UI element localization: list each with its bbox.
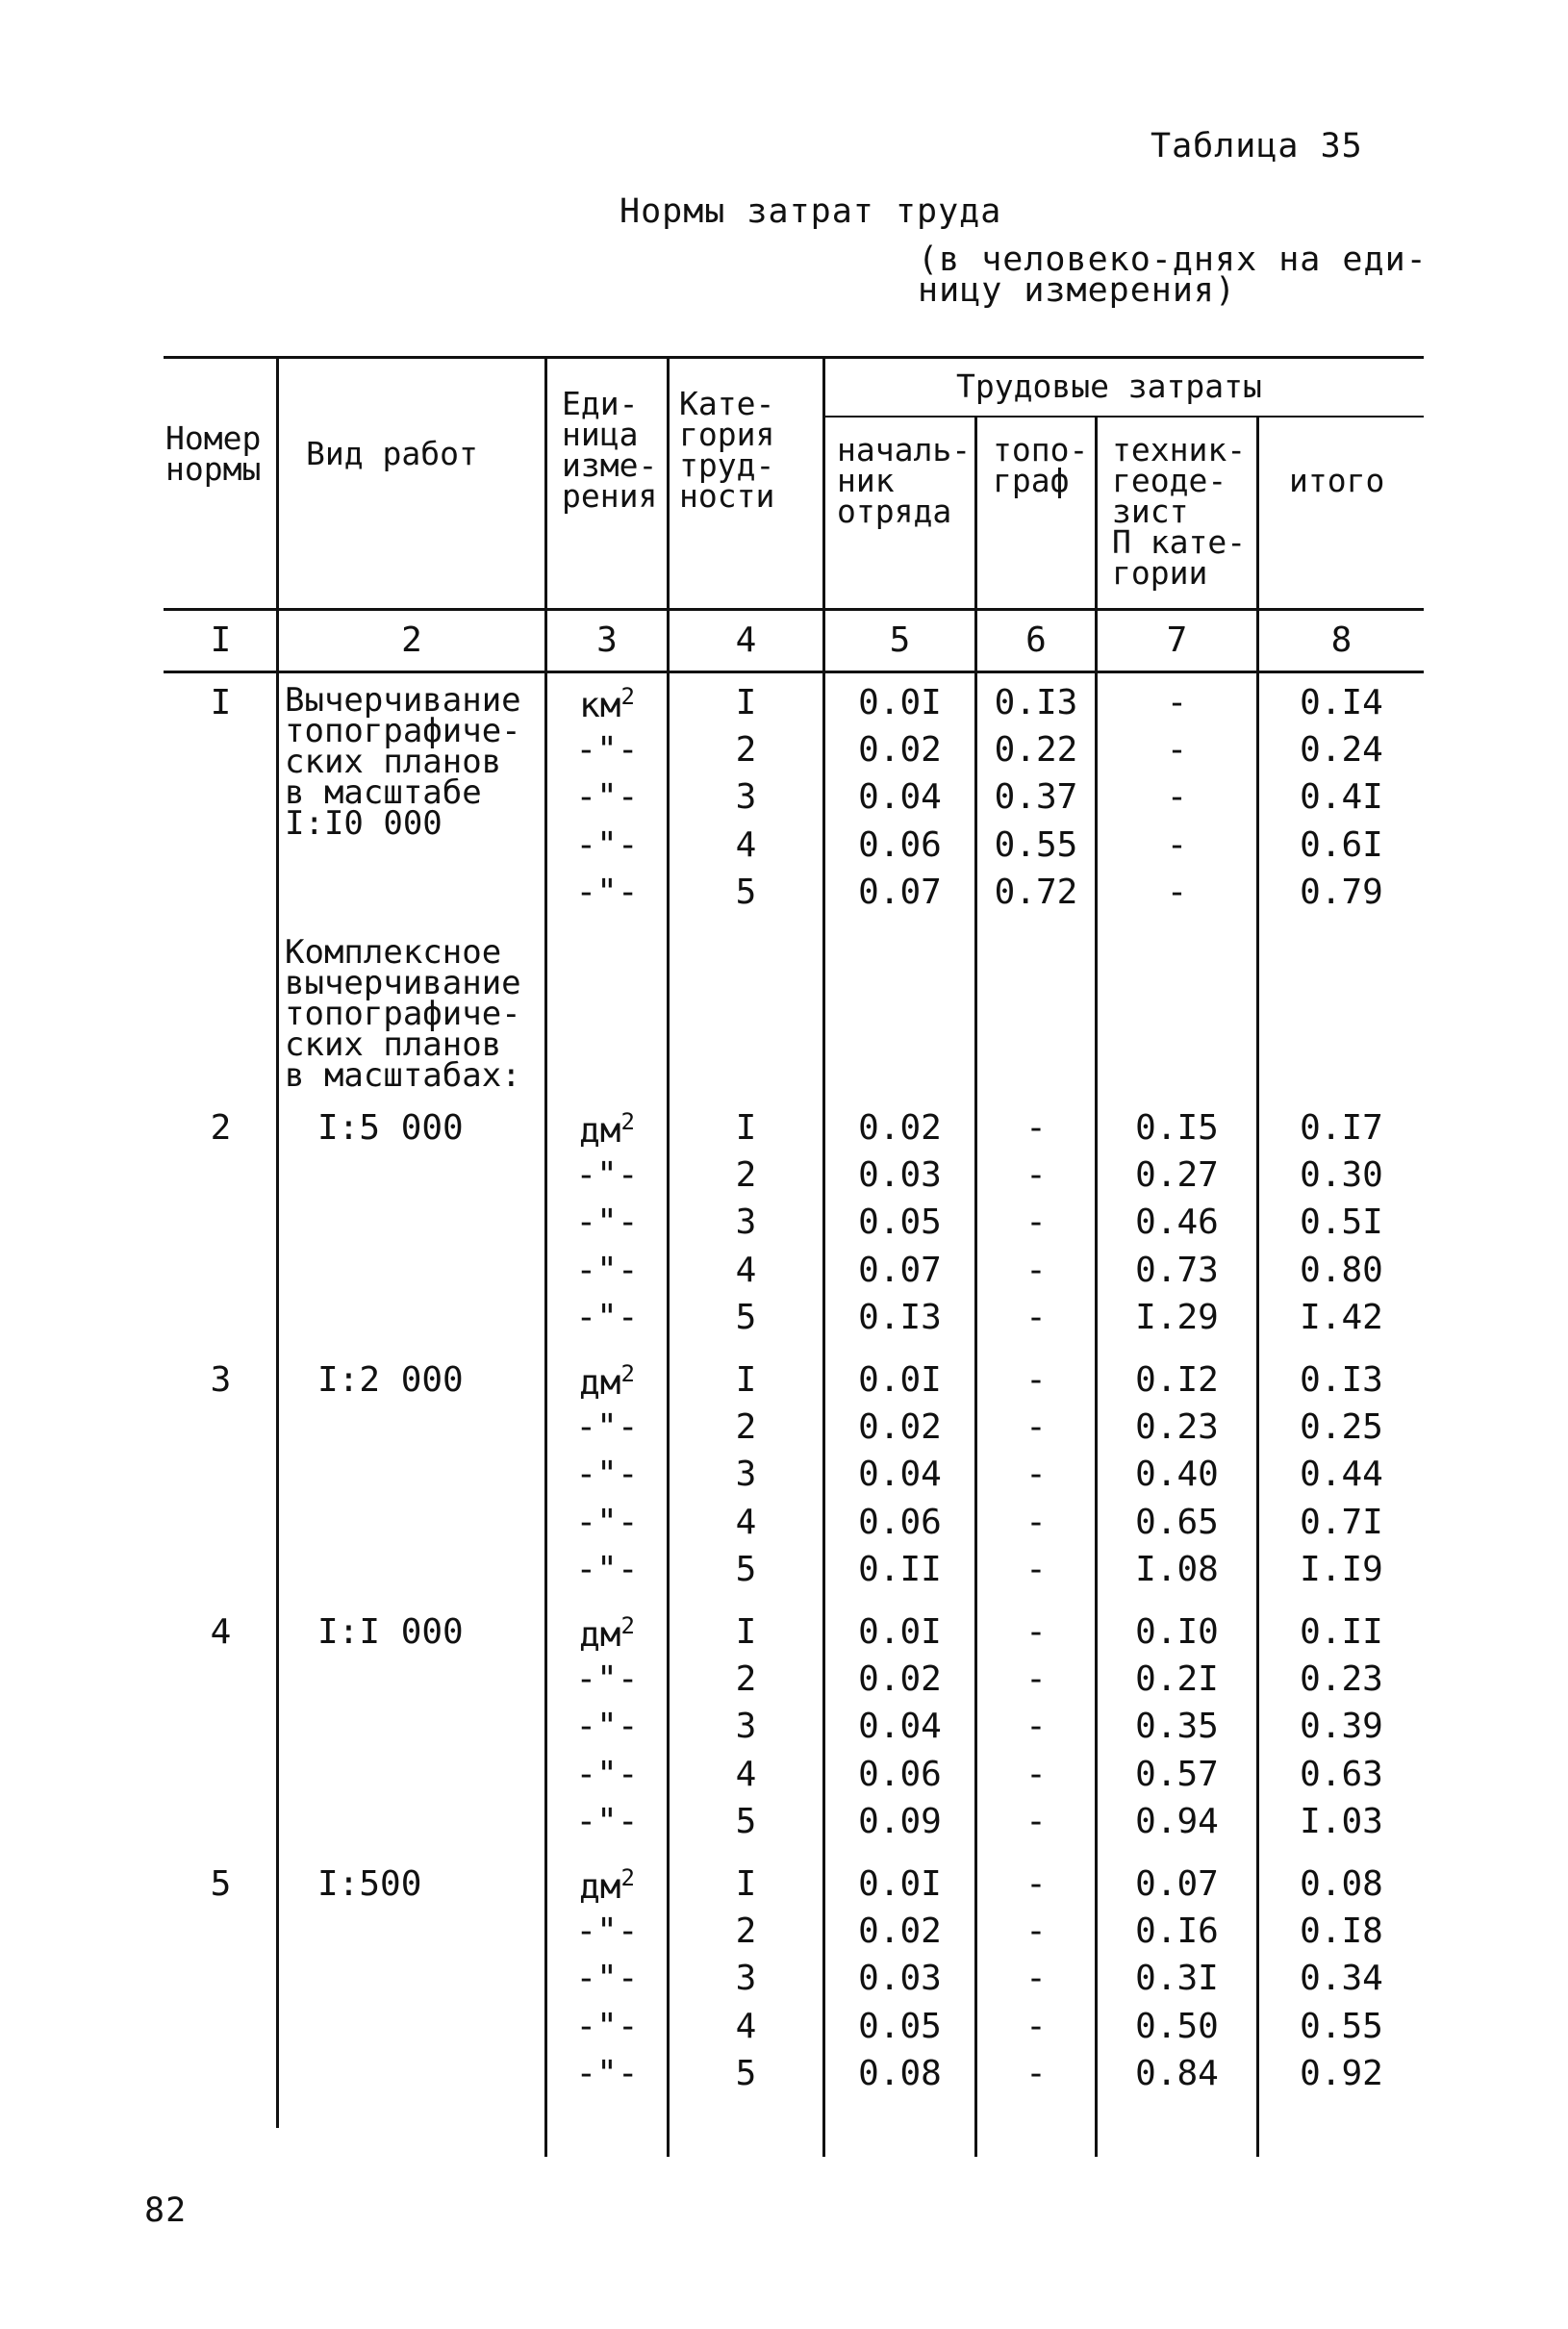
table-cell-c5: 0.0I [858, 683, 942, 722]
table-top-rule [164, 356, 1424, 359]
header-total: итого [1289, 462, 1385, 499]
table-cell-c5: 0.04 [858, 1455, 942, 1494]
table-cell-c7: 0.2I [1135, 1659, 1219, 1699]
table-cell-c5: 0.04 [858, 777, 942, 817]
work-type-drawing: Вычерчивание топографиче- ских планов в масштабе I:I0 000 [285, 681, 521, 843]
table-cell-c5: 0.07 [858, 1251, 942, 1290]
table-cell-c7: - [1166, 683, 1188, 722]
table-cell-c5: 0.I3 [858, 1298, 942, 1337]
table-cell-unit: -"- [575, 1959, 639, 1998]
table-cell-unit: -"- [575, 1755, 639, 1794]
table-cell-c7: 0.27 [1135, 1155, 1219, 1195]
col-number-7: 7 [1166, 620, 1188, 660]
table-cell-c6: - [1025, 2007, 1047, 2046]
table-cell-c5: 0.02 [858, 1659, 942, 1699]
table-cell-c6: - [1025, 1864, 1047, 1904]
table-cell-c8: 0.23 [1300, 1659, 1383, 1699]
table-cell-cat: I [735, 1612, 757, 1652]
table-cell-c6: - [1025, 2054, 1047, 2093]
table-cell-c5: 0.0I [858, 1612, 942, 1652]
table-cell-c6: - [1025, 1155, 1047, 1195]
table-cell-unit: -"- [575, 1707, 639, 1746]
table-cell-c6: - [1025, 1755, 1047, 1794]
table-cell-unit: -"- [575, 1503, 639, 1542]
table-cell-c7: 0.I2 [1135, 1360, 1219, 1400]
table-cell-unit: -"- [575, 1407, 639, 1447]
table-cell-work: I:500 [317, 1864, 422, 1904]
table-cell-c6: - [1025, 1911, 1047, 1951]
table-cell-c8: 0.34 [1300, 1959, 1383, 1998]
table-cell-c8: 0.5I [1300, 1202, 1383, 1242]
table-cell-c7: 0.73 [1135, 1251, 1219, 1290]
table-cell-cat: 4 [735, 2007, 757, 2046]
table-cell-c6: - [1025, 1659, 1047, 1699]
table-cell-c5: 0.06 [858, 825, 942, 865]
table-cell-c5: 0.04 [858, 1707, 942, 1746]
header-category: Кате- гория труд- ности [679, 385, 775, 515]
table-cell-unit: -"- [575, 1550, 639, 1589]
table-cell-c5: 0.02 [858, 1108, 942, 1148]
table-cell-cat: 4 [735, 1755, 757, 1794]
table-cell-c7: 0.40 [1135, 1455, 1219, 1494]
table-cell-c8: 0.63 [1300, 1755, 1383, 1794]
table-cell-c7: - [1166, 730, 1188, 770]
header-norm-number: Номер нормы [165, 419, 262, 488]
table-cell-cat: I [735, 1108, 757, 1148]
table-cell-c6: - [1025, 1108, 1047, 1148]
table-cell-unit: -"- [575, 1455, 639, 1494]
table-cell-c6: 0.72 [994, 873, 1078, 912]
table-cell-c7: 0.07 [1135, 1864, 1219, 1904]
table-cell-unit: -"- [575, 2007, 639, 2046]
table-cell-c5: 0.09 [858, 1802, 942, 1841]
table-cell-c7: 0.23 [1135, 1407, 1219, 1447]
table-cell-cat: 3 [735, 777, 757, 817]
table-cell-c6: - [1025, 1407, 1047, 1447]
table-cell-c5: 0.02 [858, 1911, 942, 1951]
col-number-1: I [210, 620, 232, 660]
table-cell-c6: - [1025, 1959, 1047, 1998]
table-cell-c6: - [1025, 1503, 1047, 1542]
table-cell-c5: 0.03 [858, 1155, 942, 1195]
table-cell-norm: 3 [210, 1360, 232, 1400]
header-technician: техник- геоде- зист П кате- гории [1112, 431, 1247, 592]
table-cell-cat: I [735, 1360, 757, 1400]
table-cell-c5: 0.07 [858, 873, 942, 912]
page-number: 82 [144, 2191, 188, 2230]
table-cell-cat: 3 [735, 1202, 757, 1242]
table-cell-cat: I [735, 1864, 757, 1904]
table-cell-cat: 2 [735, 1659, 757, 1699]
table-cell-unit: -"- [575, 1202, 639, 1242]
table-cell-cat: 2 [735, 1911, 757, 1951]
table-cell-c7: 0.I0 [1135, 1612, 1219, 1652]
table-cell-c7: 0.35 [1135, 1707, 1219, 1746]
header-bottom-rule [164, 608, 1424, 611]
col-number-6: 6 [1025, 620, 1047, 660]
table-cell-cat: 2 [735, 1407, 757, 1447]
table-cell-unit: $дм^2$ [579, 1864, 635, 1907]
table-cell-cat: 2 [735, 730, 757, 770]
table-cell-c8: 0.25 [1300, 1407, 1383, 1447]
header-labor-costs: Трудовые затраты [956, 367, 1262, 405]
table-cell-c8: 0.6I [1300, 825, 1383, 865]
table-cell-unit: $дм^2$ [579, 1108, 635, 1151]
table-cell-cat: 5 [735, 2054, 757, 2093]
table-cell-c8: 0.4I [1300, 777, 1383, 817]
table-cell-c8: 0.44 [1300, 1455, 1383, 1494]
table-cell-c7: 0.I5 [1135, 1108, 1219, 1148]
table-cell-unit: -"- [575, 730, 639, 770]
table-cell-c6: 0.55 [994, 825, 1078, 865]
table-cell-cat: 3 [735, 1707, 757, 1746]
table-cell-c6: 0.37 [994, 777, 1078, 817]
table-cell-c7: 0.3I [1135, 1959, 1219, 1998]
table-cell-c7: I.29 [1135, 1298, 1219, 1337]
table-cell-c6: 0.I3 [994, 683, 1078, 722]
table-cell-cat: 4 [735, 1251, 757, 1290]
table-cell-unit: -"- [575, 2054, 639, 2093]
table-cell-unit: -"- [575, 777, 639, 817]
table-cell-c8: I.I9 [1300, 1550, 1383, 1589]
table-cell-c5: 0.II [858, 1550, 942, 1589]
table-cell-c7: - [1166, 825, 1188, 865]
table-cell-c7: 0.65 [1135, 1503, 1219, 1542]
table-cell-c8: 0.7I [1300, 1503, 1383, 1542]
table-cell-unit: -"- [575, 1155, 639, 1195]
table-subtitle: (в человеко-днях на еди- ницу измерения) [918, 240, 1428, 310]
table-cell-c5: 0.0I [858, 1360, 942, 1400]
table-cell-c7: I.08 [1135, 1550, 1219, 1589]
table-cell-c5: 0.0I [858, 1864, 942, 1904]
table-cell-norm: I [210, 683, 232, 722]
table-cell-c6: - [1025, 1550, 1047, 1589]
table-cell-c6: - [1025, 1802, 1047, 1841]
column-numbers-rule [164, 671, 1424, 673]
table-cell-c6: - [1025, 1251, 1047, 1290]
table-cell-c7: 0.46 [1135, 1202, 1219, 1242]
table-cell-c8: 0.30 [1300, 1155, 1383, 1195]
table-cell-cat: 5 [735, 1298, 757, 1337]
table-cell-unit: $км^2$ [579, 683, 635, 725]
header-topographer: топо- граф [993, 431, 1089, 499]
labor-costs-rule [825, 416, 1424, 418]
table-cell-c5: 0.02 [858, 1407, 942, 1447]
table-cell-c5: 0.06 [858, 1503, 942, 1542]
table-cell-c8: 0.I4 [1300, 683, 1383, 722]
table-cell-work: I:I 000 [317, 1612, 464, 1652]
table-cell-c8: 0.55 [1300, 2007, 1383, 2046]
table-cell-c6: - [1025, 1298, 1047, 1337]
table-cell-unit: -"- [575, 1659, 639, 1699]
table-label: Таблица 35 [1151, 127, 1363, 165]
table-cell-c7: 0.84 [1135, 2054, 1219, 2093]
table-cell-unit: -"- [575, 1298, 639, 1337]
table-cell-c6: 0.22 [994, 730, 1078, 770]
table-cell-cat: 5 [735, 873, 757, 912]
col-number-2: 2 [401, 620, 422, 660]
table-cell-work: I:5 000 [317, 1108, 464, 1148]
table-cell-norm: 4 [210, 1612, 232, 1652]
table-cell-c5: 0.08 [858, 2054, 942, 2093]
header-unit: Еди- ница изме- рения [562, 385, 658, 515]
table-cell-c7: 0.50 [1135, 2007, 1219, 2046]
table-cell-c8: 0.I7 [1300, 1108, 1383, 1148]
col-number-3: 3 [596, 620, 618, 660]
table-cell-cat: 3 [735, 1959, 757, 1998]
table-cell-c5: 0.05 [858, 1202, 942, 1242]
col-number-8: 8 [1330, 620, 1353, 660]
table-cell-c7: 0.94 [1135, 1802, 1219, 1841]
table-cell-c8: 0.I3 [1300, 1360, 1383, 1400]
table-cell-c7: - [1166, 873, 1188, 912]
header-chief: началь- ник отряда [837, 431, 972, 530]
table-cell-c5: 0.03 [858, 1959, 942, 1998]
table-cell-c7: - [1166, 777, 1188, 817]
table-cell-cat: 4 [735, 825, 757, 865]
table-cell-c8: 0.80 [1300, 1251, 1383, 1290]
table-cell-c8: 0.79 [1300, 873, 1383, 912]
table-cell-c5: 0.05 [858, 2007, 942, 2046]
table-cell-unit: -"- [575, 825, 639, 865]
table-cell-unit: -"- [575, 1911, 639, 1951]
table-cell-unit: $дм^2$ [579, 1612, 635, 1655]
table-title: Нормы затрат труда [620, 192, 1002, 231]
table-cell-c8: 0.24 [1300, 730, 1383, 770]
table-cell-cat: 3 [735, 1455, 757, 1494]
table-cell-c8: 0.I8 [1300, 1911, 1383, 1951]
table-cell-c5: 0.06 [858, 1755, 942, 1794]
table-cell-cat: 2 [735, 1155, 757, 1195]
col-number-5: 5 [889, 620, 911, 660]
table-cell-unit: $дм^2$ [579, 1360, 635, 1403]
table-cell-c5: 0.02 [858, 730, 942, 770]
table-cell-c7: 0.I6 [1135, 1911, 1219, 1951]
table-cell-cat: I [735, 683, 757, 722]
table-cell-c6: - [1025, 1202, 1047, 1242]
header-work-type: Вид работ [306, 435, 478, 472]
table-cell-c8: I.03 [1300, 1802, 1383, 1841]
table-cell-c6: - [1025, 1707, 1047, 1746]
col-number-4: 4 [735, 620, 757, 660]
table-cell-c8: 0.39 [1300, 1707, 1383, 1746]
table-cell-c6: - [1025, 1455, 1047, 1494]
work-type-complex-drawing: Комплексное вычерчивание топографиче- ских планов в масштабах: [285, 933, 521, 1095]
table-cell-cat: 5 [735, 1802, 757, 1841]
table-cell-norm: 2 [210, 1108, 232, 1148]
table-cell-cat: 4 [735, 1503, 757, 1542]
table-cell-c7: 0.57 [1135, 1755, 1219, 1794]
table-cell-c6: - [1025, 1612, 1047, 1652]
table-cell-c6: - [1025, 1360, 1047, 1400]
table-cell-c8: 0.II [1300, 1612, 1383, 1652]
table-cell-c8: 0.08 [1300, 1864, 1383, 1904]
table-cell-cat: 5 [735, 1550, 757, 1589]
table-cell-norm: 5 [210, 1864, 232, 1904]
table-cell-work: I:2 000 [317, 1360, 464, 1400]
table-cell-c8: 0.92 [1300, 2054, 1383, 2093]
table-cell-unit: -"- [575, 1802, 639, 1841]
table-cell-c8: I.42 [1300, 1298, 1383, 1337]
table-cell-unit: -"- [575, 873, 639, 912]
table-cell-unit: -"- [575, 1251, 639, 1290]
